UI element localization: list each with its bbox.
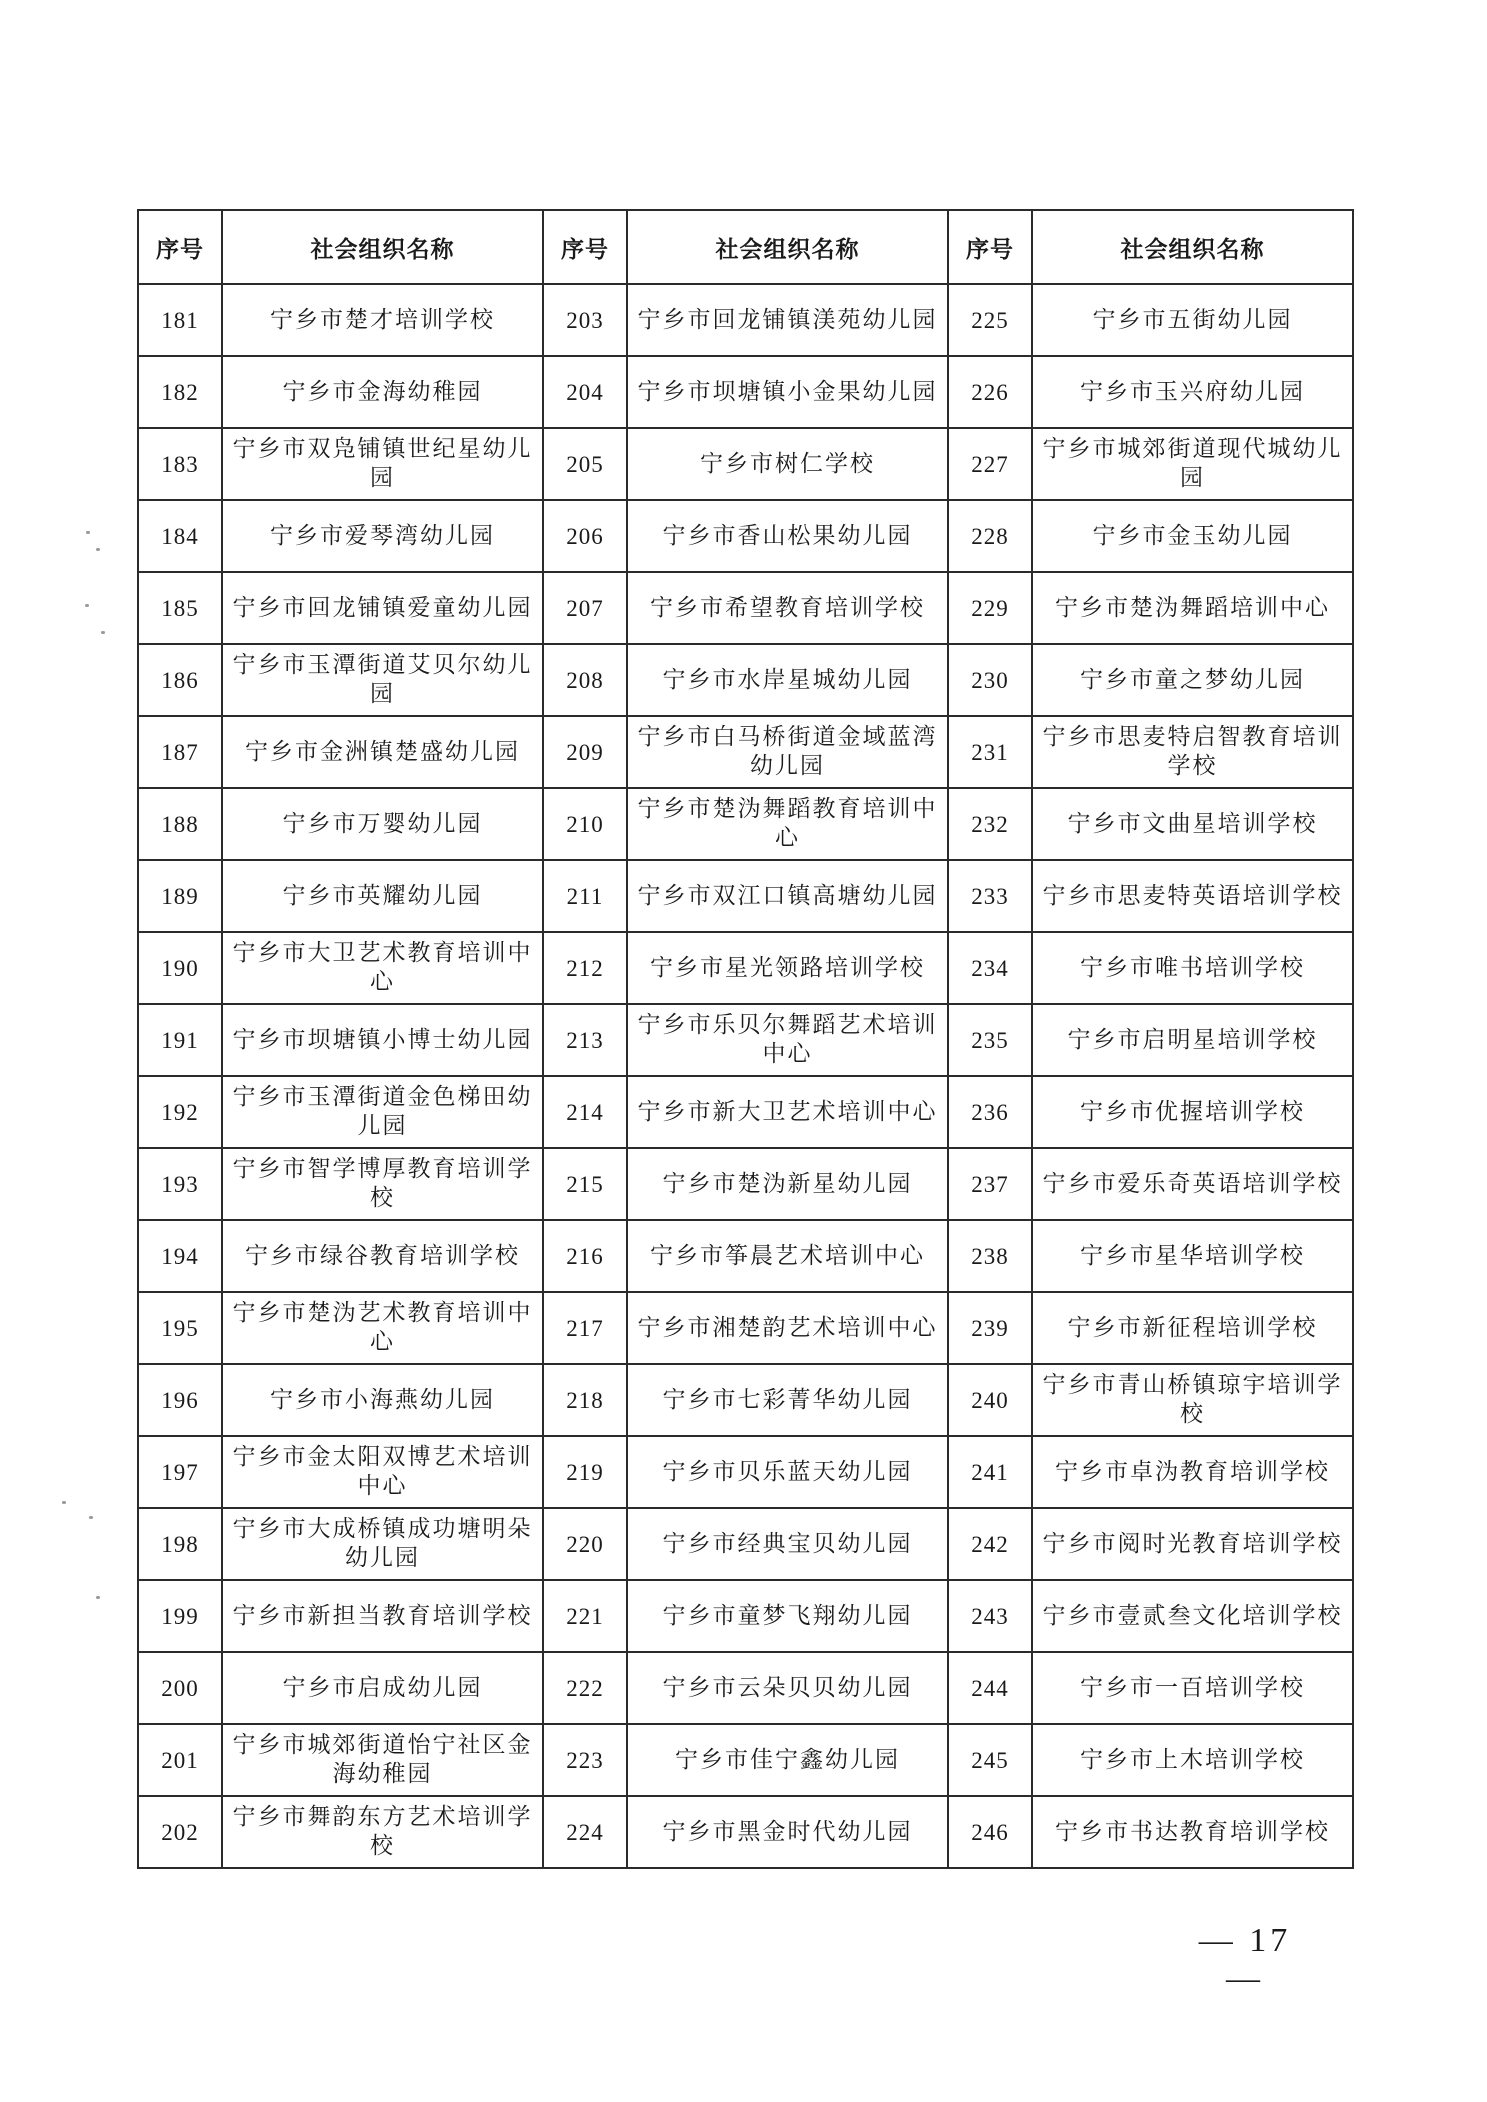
serial-number-cell: 182 — [138, 356, 222, 428]
organization-name-cell: 宁乡市水岸星城幼儿园 — [627, 644, 948, 716]
organization-name-cell: 宁乡市青山桥镇琼宇培训学校 — [1032, 1364, 1353, 1436]
organization-name-cell: 宁乡市坝塘镇小博士幼儿园 — [222, 1004, 543, 1076]
organization-name-cell: 宁乡市启成幼儿园 — [222, 1652, 543, 1724]
scan-speck — [89, 1516, 93, 1519]
serial-number-cell: 190 — [138, 932, 222, 1004]
organization-name-cell: 宁乡市金太阳双博艺术培训中心 — [222, 1436, 543, 1508]
table-row — [138, 284, 1353, 356]
serial-number-cell: 229 — [948, 572, 1032, 644]
organization-name-cell: 宁乡市小海燕幼儿园 — [222, 1364, 543, 1436]
organization-name-cell: 宁乡市白马桥街道金域蓝湾幼儿园 — [627, 716, 948, 788]
serial-number-cell: 232 — [948, 788, 1032, 860]
organization-name-cell: 宁乡市万婴幼儿园 — [222, 788, 543, 860]
organization-name-cell: 宁乡市书达教育培训学校 — [1032, 1796, 1353, 1868]
page-number: — 17 — — [1198, 1922, 1292, 1997]
table-body — [138, 284, 1353, 1868]
table-row — [138, 1724, 1353, 1796]
organization-name-cell: 宁乡市优握培训学校 — [1032, 1076, 1353, 1148]
serial-number-cell: 198 — [138, 1508, 222, 1580]
serial-number-cell: 185 — [138, 572, 222, 644]
organization-name-cell: 宁乡市楚沩舞蹈教育培训中心 — [627, 788, 948, 860]
serial-number-cell: 213 — [543, 1004, 627, 1076]
serial-number-cell: 204 — [543, 356, 627, 428]
organization-name-cell: 宁乡市双江口镇高塘幼儿园 — [627, 860, 948, 932]
table-row — [138, 428, 1353, 500]
serial-number-cell: 246 — [948, 1796, 1032, 1868]
table-row — [138, 356, 1353, 428]
organization-name-cell: 宁乡市楚才培训学校 — [222, 284, 543, 356]
serial-number-cell: 236 — [948, 1076, 1032, 1148]
organization-name-cell: 宁乡市文曲星培训学校 — [1032, 788, 1353, 860]
serial-number-cell: 230 — [948, 644, 1032, 716]
serial-number-cell: 203 — [543, 284, 627, 356]
serial-number-cell: 221 — [543, 1580, 627, 1652]
table-row — [138, 788, 1353, 860]
serial-number-cell: 194 — [138, 1220, 222, 1292]
organization-name-cell: 宁乡市楚沩艺术教育培训中心 — [222, 1292, 543, 1364]
organization-name-cell: 宁乡市大成桥镇成功塘明朵幼儿园 — [222, 1508, 543, 1580]
serial-number-cell: 227 — [948, 428, 1032, 500]
organization-name-cell: 宁乡市星光领路培训学校 — [627, 932, 948, 1004]
serial-number-cell: 184 — [138, 500, 222, 572]
serial-number-cell: 238 — [948, 1220, 1032, 1292]
organization-name-cell: 宁乡市五街幼儿园 — [1032, 284, 1353, 356]
organization-name-cell: 宁乡市唯书培训学校 — [1032, 932, 1353, 1004]
organization-name-cell: 宁乡市香山松果幼儿园 — [627, 500, 948, 572]
organization-name-cell: 宁乡市思麦特英语培训学校 — [1032, 860, 1353, 932]
column-header-serial-1: 序号 — [138, 210, 222, 284]
serial-number-cell: 210 — [543, 788, 627, 860]
serial-number-cell: 195 — [138, 1292, 222, 1364]
serial-number-cell: 186 — [138, 644, 222, 716]
serial-number-cell: 217 — [543, 1292, 627, 1364]
scan-speck — [62, 1501, 66, 1504]
organization-name-cell: 宁乡市绿谷教育培训学校 — [222, 1220, 543, 1292]
organization-name-cell: 宁乡市回龙铺镇渼苑幼儿园 — [627, 284, 948, 356]
serial-number-cell: 207 — [543, 572, 627, 644]
serial-number-cell: 222 — [543, 1652, 627, 1724]
serial-number-cell: 240 — [948, 1364, 1032, 1436]
organization-name-cell: 宁乡市金洲镇楚盛幼儿园 — [222, 716, 543, 788]
serial-number-cell: 243 — [948, 1580, 1032, 1652]
serial-number-cell: 220 — [543, 1508, 627, 1580]
serial-number-cell: 214 — [543, 1076, 627, 1148]
serial-number-cell: 212 — [543, 932, 627, 1004]
serial-number-cell: 189 — [138, 860, 222, 932]
serial-number-cell: 181 — [138, 284, 222, 356]
table-row — [138, 1436, 1353, 1508]
organization-name-cell: 宁乡市云朵贝贝幼儿园 — [627, 1652, 948, 1724]
organization-name-cell: 宁乡市英耀幼儿园 — [222, 860, 543, 932]
organization-name-cell: 宁乡市智学博厚教育培训学校 — [222, 1148, 543, 1220]
table-row — [138, 1292, 1353, 1364]
organization-name-cell: 宁乡市经典宝贝幼儿园 — [627, 1508, 948, 1580]
column-header-serial-2: 序号 — [543, 210, 627, 284]
scan-speck — [96, 1596, 100, 1599]
column-header-org-name-1: 社会组织名称 — [222, 210, 543, 284]
scan-speck — [101, 631, 105, 634]
organization-name-cell: 宁乡市壹贰叁文化培训学校 — [1032, 1580, 1353, 1652]
serial-number-cell: 201 — [138, 1724, 222, 1796]
serial-number-cell: 209 — [543, 716, 627, 788]
organization-name-cell: 宁乡市新担当教育培训学校 — [222, 1580, 543, 1652]
table-row — [138, 932, 1353, 1004]
table-row — [138, 1652, 1353, 1724]
serial-number-cell: 226 — [948, 356, 1032, 428]
table-row — [138, 1364, 1353, 1436]
organization-name-cell: 宁乡市舞韵东方艺术培训学校 — [222, 1796, 543, 1868]
serial-number-cell: 237 — [948, 1148, 1032, 1220]
table-row — [138, 1076, 1353, 1148]
organization-name-cell: 宁乡市湘楚韵艺术培训中心 — [627, 1292, 948, 1364]
serial-number-cell: 235 — [948, 1004, 1032, 1076]
serial-number-cell: 242 — [948, 1508, 1032, 1580]
serial-number-cell: 191 — [138, 1004, 222, 1076]
serial-number-cell: 200 — [138, 1652, 222, 1724]
organization-name-cell: 宁乡市金玉幼儿园 — [1032, 500, 1353, 572]
organization-name-cell: 宁乡市坝塘镇小金果幼儿园 — [627, 356, 948, 428]
serial-number-cell: 208 — [543, 644, 627, 716]
serial-number-cell: 231 — [948, 716, 1032, 788]
serial-number-cell: 245 — [948, 1724, 1032, 1796]
organization-name-cell: 宁乡市玉潭街道金色梯田幼儿园 — [222, 1076, 543, 1148]
serial-number-cell: 219 — [543, 1436, 627, 1508]
table-header-row — [138, 210, 1353, 284]
organization-name-cell: 宁乡市城郊街道现代城幼儿园 — [1032, 428, 1353, 500]
table-row — [138, 716, 1353, 788]
organization-name-cell: 宁乡市新大卫艺术培训中心 — [627, 1076, 948, 1148]
organization-name-cell: 宁乡市树仁学校 — [627, 428, 948, 500]
organization-name-cell: 宁乡市玉潭街道艾贝尔幼儿园 — [222, 644, 543, 716]
organization-name-cell: 宁乡市一百培训学校 — [1032, 1652, 1353, 1724]
serial-number-cell: 233 — [948, 860, 1032, 932]
table-row — [138, 1580, 1353, 1652]
serial-number-cell: 193 — [138, 1148, 222, 1220]
organization-name-cell: 宁乡市楚沩舞蹈培训中心 — [1032, 572, 1353, 644]
organization-name-cell: 宁乡市上木培训学校 — [1032, 1724, 1353, 1796]
table-row — [138, 644, 1353, 716]
serial-number-cell: 218 — [543, 1364, 627, 1436]
organization-name-cell: 宁乡市城郊街道怡宁社区金海幼稚园 — [222, 1724, 543, 1796]
organization-name-cell: 宁乡市双凫铺镇世纪星幼儿园 — [222, 428, 543, 500]
table-row — [138, 1004, 1353, 1076]
serial-number-cell: 205 — [543, 428, 627, 500]
organization-name-cell: 宁乡市星华培训学校 — [1032, 1220, 1353, 1292]
organization-name-cell: 宁乡市玉兴府幼儿园 — [1032, 356, 1353, 428]
table-row — [138, 1508, 1353, 1580]
table-row — [138, 1148, 1353, 1220]
scan-speck — [85, 604, 89, 607]
organization-name-cell: 宁乡市佳宁鑫幼儿园 — [627, 1724, 948, 1796]
organization-name-cell: 宁乡市卓沩教育培训学校 — [1032, 1436, 1353, 1508]
organization-name-cell: 宁乡市乐贝尔舞蹈艺术培训中心 — [627, 1004, 948, 1076]
table-row — [138, 860, 1353, 932]
serial-number-cell: 211 — [543, 860, 627, 932]
serial-number-cell: 223 — [543, 1724, 627, 1796]
serial-number-cell: 199 — [138, 1580, 222, 1652]
serial-number-cell: 225 — [948, 284, 1032, 356]
organization-name-cell: 宁乡市爱琴湾幼儿园 — [222, 500, 543, 572]
table-row — [138, 1220, 1353, 1292]
serial-number-cell: 202 — [138, 1796, 222, 1868]
organization-name-cell: 宁乡市阅时光教育培训学校 — [1032, 1508, 1353, 1580]
organization-name-cell: 宁乡市黑金时代幼儿园 — [627, 1796, 948, 1868]
organization-name-cell: 宁乡市回龙铺镇爱童幼儿园 — [222, 572, 543, 644]
organization-name-cell: 宁乡市童梦飞翔幼儿园 — [627, 1580, 948, 1652]
serial-number-cell: 239 — [948, 1292, 1032, 1364]
serial-number-cell: 197 — [138, 1436, 222, 1508]
organization-name-cell: 宁乡市贝乐蓝天幼儿园 — [627, 1436, 948, 1508]
organization-name-cell: 宁乡市筝晨艺术培训中心 — [627, 1220, 948, 1292]
column-header-serial-3: 序号 — [948, 210, 1032, 284]
organization-table — [137, 209, 1354, 1869]
serial-number-cell: 228 — [948, 500, 1032, 572]
serial-number-cell: 234 — [948, 932, 1032, 1004]
serial-number-cell: 241 — [948, 1436, 1032, 1508]
column-header-org-name-2: 社会组织名称 — [627, 210, 948, 284]
organization-name-cell: 宁乡市希望教育培训学校 — [627, 572, 948, 644]
scan-speck — [96, 548, 100, 551]
scan-speck — [86, 531, 90, 534]
column-header-org-name-3: 社会组织名称 — [1032, 210, 1353, 284]
serial-number-cell: 192 — [138, 1076, 222, 1148]
organization-name-cell: 宁乡市大卫艺术教育培训中心 — [222, 932, 543, 1004]
organization-name-cell: 宁乡市思麦特启智教育培训学校 — [1032, 716, 1353, 788]
serial-number-cell: 196 — [138, 1364, 222, 1436]
organization-name-cell: 宁乡市金海幼稚园 — [222, 356, 543, 428]
organization-name-cell: 宁乡市新征程培训学校 — [1032, 1292, 1353, 1364]
serial-number-cell: 188 — [138, 788, 222, 860]
organization-name-cell: 宁乡市楚沩新星幼儿园 — [627, 1148, 948, 1220]
organization-name-cell: 宁乡市爱乐奇英语培训学校 — [1032, 1148, 1353, 1220]
serial-number-cell: 215 — [543, 1148, 627, 1220]
serial-number-cell: 183 — [138, 428, 222, 500]
serial-number-cell: 216 — [543, 1220, 627, 1292]
serial-number-cell: 206 — [543, 500, 627, 572]
organization-name-cell: 宁乡市七彩菁华幼儿园 — [627, 1364, 948, 1436]
table-row — [138, 1796, 1353, 1868]
organization-name-cell: 宁乡市童之梦幼儿园 — [1032, 644, 1353, 716]
table-row — [138, 572, 1353, 644]
serial-number-cell: 244 — [948, 1652, 1032, 1724]
serial-number-cell: 187 — [138, 716, 222, 788]
table-row — [138, 500, 1353, 572]
serial-number-cell: 224 — [543, 1796, 627, 1868]
organization-name-cell: 宁乡市启明星培训学校 — [1032, 1004, 1353, 1076]
